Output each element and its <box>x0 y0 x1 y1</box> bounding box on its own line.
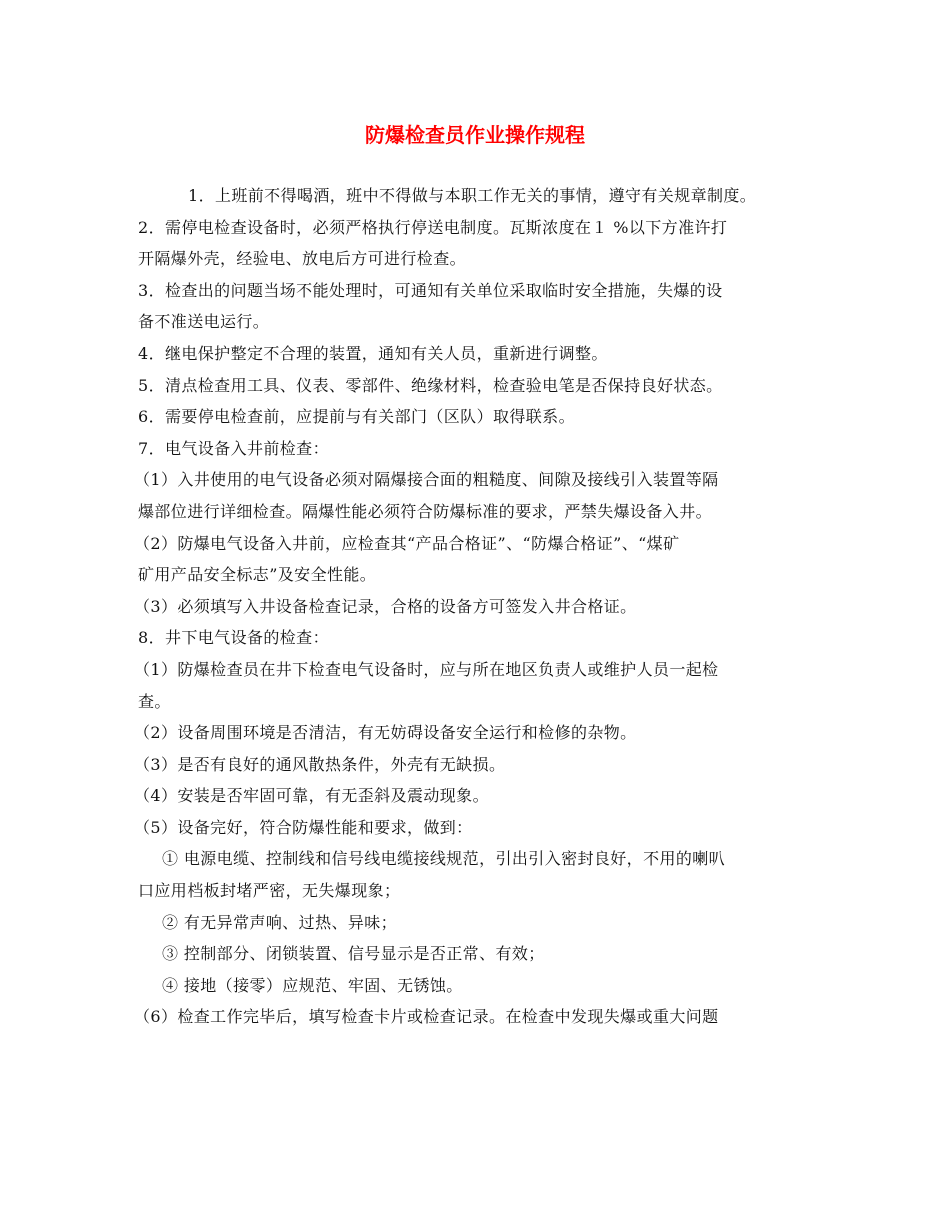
rule-1: 1．上班前不得喝酒，班中不得做与本职工作无关的事情，遵守有关规章制度。 <box>188 186 757 205</box>
rule-7-heading: 7．电气设备入井前检查： <box>138 438 329 458</box>
rule-7-item-1: （1）入井使用的电气设备必须对隔爆接合面的粗糙度、间隙及接线引入装置等隔 <box>134 470 719 490</box>
rule-7-item-2: （2）防爆电气设备入井前，应检查其“产品合格证”、“防爆合格证”、“煤矿 <box>134 533 680 553</box>
rule-8-item-5: （5）设备完好，符合防爆性能和要求，做到： <box>134 817 473 837</box>
rule-8-item-3: （3）是否有良好的通风散热条件，外壳有无缺损。 <box>134 754 506 774</box>
rule-7-item-1-continued: 爆部位进行详细检查。隔爆性能必须符合防爆标准的要求，严禁失爆设备入井。 <box>138 501 713 521</box>
rule-8-item-5-sub-4: ④ 接地（接零）应规范、牢固、无锈蚀。 <box>162 975 463 995</box>
document-title: 防爆检查员作业操作规程 <box>365 123 585 147</box>
rule-8-item-5-sub-1-continued: 口应用档板封堵严密，无失爆现象； <box>138 881 401 901</box>
rule-3-continued: 备不准送电运行。 <box>138 312 270 332</box>
rule-8-item-2: （2）设备周围环境是否清洁，有无妨碍设备安全运行和检修的杂物。 <box>134 723 637 743</box>
document-body <box>134 180 818 1033</box>
rule-5: 5．清点检查用工具、仪表、零部件、绝缘材料，检查验电笔是否保持良好状态。 <box>138 375 723 395</box>
rule-8-item-5-sub-1: ① 电源电缆、控制线和信号线电缆接线规范，引出引入密封良好，不用的喇叭 <box>162 849 726 869</box>
rule-2-continued: 开隔爆外壳，经验电、放电后方可进行检查。 <box>138 249 467 269</box>
rule-6: 6．需要停电检查前，应提前与有关部门（区队）取得联系。 <box>138 407 575 427</box>
rule-8-heading: 8．井下电气设备的检查： <box>138 628 329 648</box>
rule-7-item-3: （3）必须填写入井设备检查记录，合格的设备方可签发入井合格证。 <box>134 596 637 616</box>
rule-3: 3．检查出的问题当场不能处理时，可通知有关单位采取临时安全措施，失爆的设 <box>138 280 723 300</box>
rule-4: 4．继电保护整定不合理的装置，通知有关人员，重新进行调整。 <box>138 343 608 363</box>
rule-8-item-5-sub-3: ③ 控制部分、闭锁装置、信号显示是否正常、有效； <box>162 944 545 964</box>
rule-8-item-1-continued: 查。 <box>138 691 171 711</box>
rule-8-item-6: （6）检查工作完毕后，填写检查卡片或检查记录。在检查中发现失爆或重大问题 <box>134 1007 719 1027</box>
rule-8-item-1: （1）防爆检查员在井下检查电气设备时，应与所在地区负责人或维护人员一起检 <box>134 659 719 679</box>
rule-8-item-5-sub-2: ② 有无异常声响、过热、异味； <box>162 912 398 932</box>
rule-8-item-4: （4）安装是否牢固可靠，有无歪斜及震动现象。 <box>134 786 489 806</box>
rule-2: 2．需停电检查设备时，必须严格执行停送电制度。瓦斯浓度在１ %以下方准许打 <box>138 217 728 237</box>
rule-7-item-2-continued: 矿用产品安全标志”及安全性能。 <box>138 565 377 585</box>
